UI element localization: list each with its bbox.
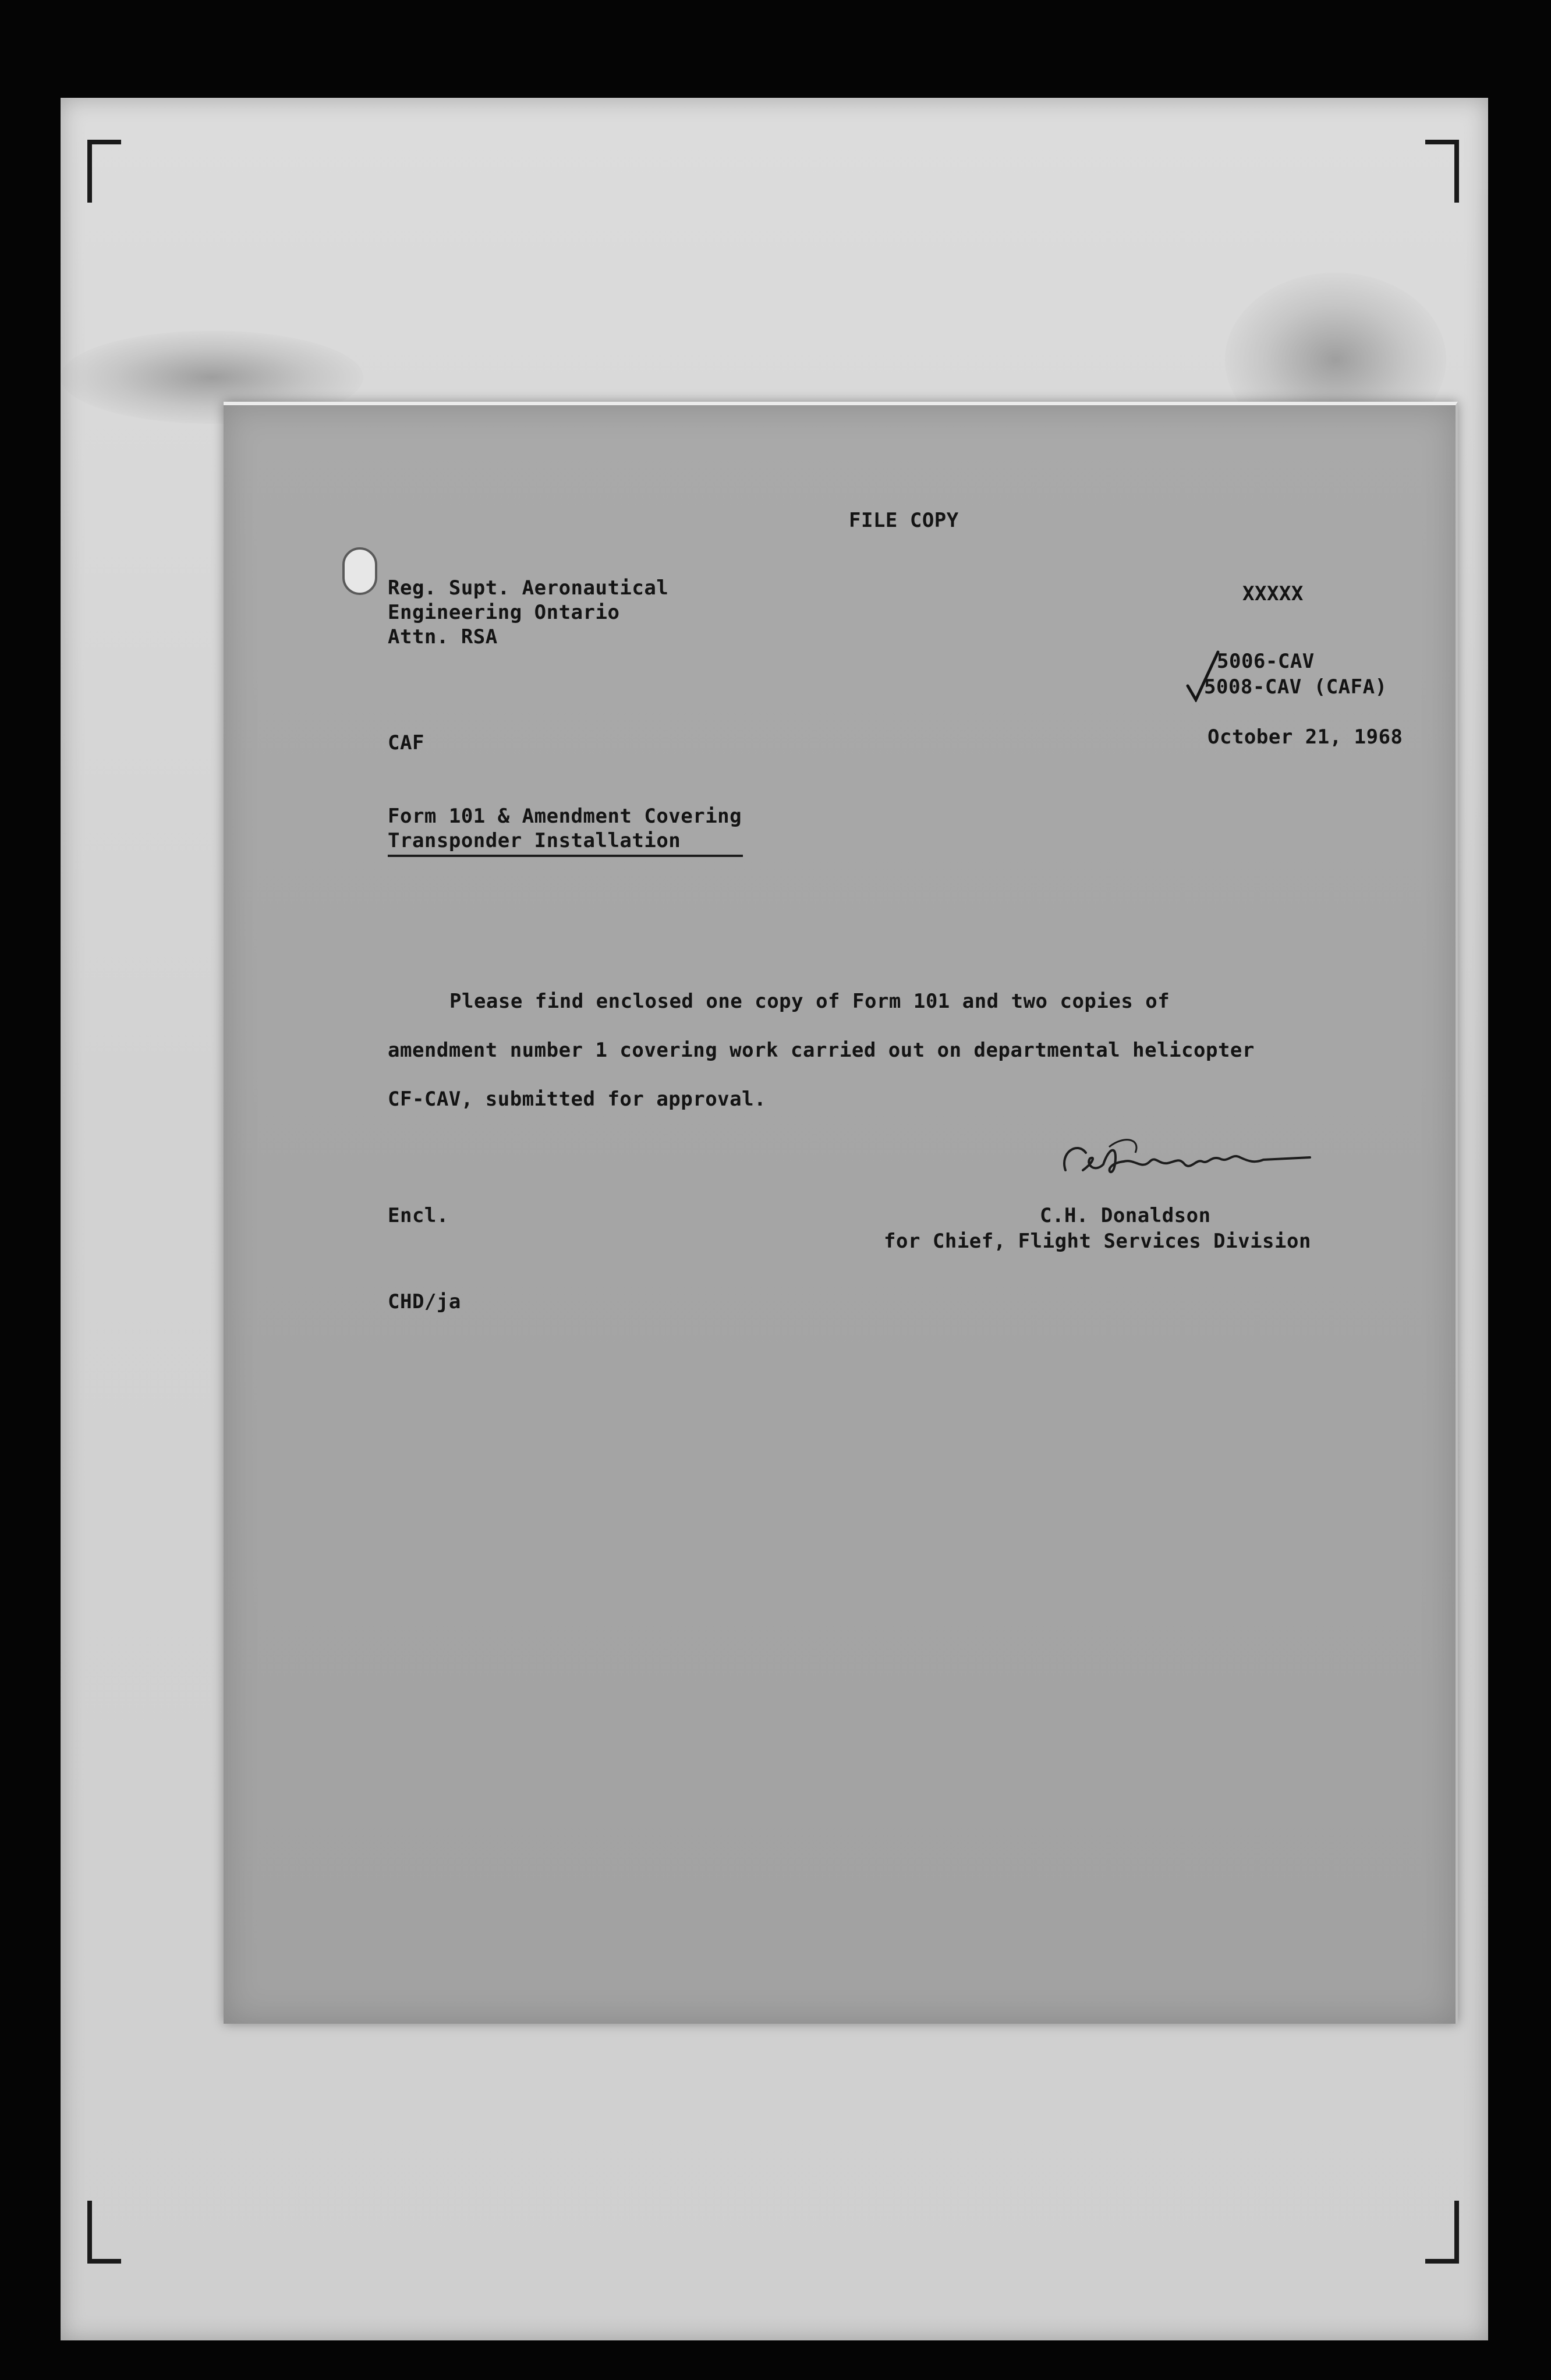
body-line-1: Please find enclosed one copy of Form 101 and two copies of — [449, 990, 1170, 1013]
file-copy-header: FILE COPY — [849, 509, 959, 532]
crop-mark-top-left — [87, 140, 121, 203]
punch-hole — [342, 547, 377, 595]
subject-line-1: Form 101 & Amendment Covering — [388, 805, 742, 828]
body-line-2: amendment number 1 covering work carried out on departmental helicopter — [388, 1039, 1255, 1062]
letter-date: October 21, 1968 — [1207, 725, 1403, 749]
crop-mark-bottom-right — [1425, 2201, 1459, 2264]
body-line-3: CF-CAV, submitted for approval. — [388, 1088, 767, 1111]
recipient-line-1: Reg. Supt. Aeronautical — [388, 576, 669, 600]
file-number-2: 5008-CAV (CAFA) — [1204, 675, 1387, 699]
recipient-line-2: Engineering Ontario — [388, 601, 620, 624]
typist-initials: CHD/ja — [388, 1290, 461, 1313]
signatory-name: C.H. Donaldson — [1040, 1204, 1211, 1227]
signatory-title: for Chief, Flight Services Division — [884, 1230, 1311, 1253]
crop-mark-top-right — [1425, 140, 1459, 203]
recipient-line-3: Attn. RSA — [388, 625, 498, 649]
reference-code: XXXXX — [1242, 582, 1304, 605]
enclosure-label: Encl. — [388, 1204, 449, 1227]
crop-mark-bottom-left — [87, 2201, 121, 2264]
from-code: CAF — [388, 731, 424, 755]
subject-line-2: Transponder Installation — [388, 829, 681, 852]
subject-underline — [388, 855, 743, 857]
file-number-1: 5006-CAV — [1217, 650, 1315, 673]
handwritten-signature — [1054, 1129, 1316, 1199]
